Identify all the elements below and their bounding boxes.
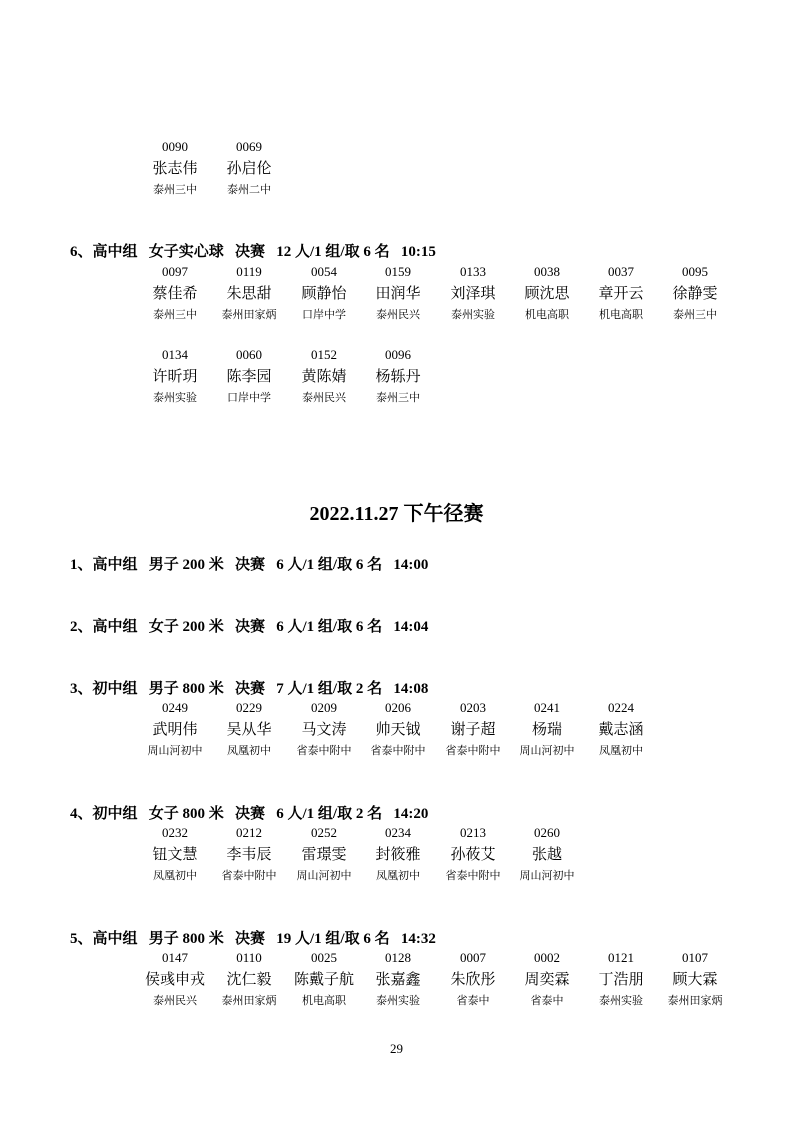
athlete-name: 徐静雯 (672, 286, 718, 302)
athlete-name: 顾沈思 (524, 286, 570, 302)
athlete-school: 机电高职 (599, 309, 643, 321)
athlete-number: 0090 (162, 139, 188, 154)
athlete-number: 0096 (385, 347, 411, 362)
athlete-school: 凤凰初中 (153, 870, 197, 882)
athlete-name: 武明伟 (152, 722, 198, 738)
athlete-number: 0038 (534, 264, 560, 279)
athlete-school: 泰州三中 (153, 309, 197, 321)
athlete-name: 张志伟 (152, 161, 198, 177)
athlete-number: 0232 (162, 825, 188, 840)
athlete-school: 省泰中附中 (445, 870, 501, 882)
athlete-school: 省泰中附中 (221, 870, 277, 882)
athlete-number: 0249 (162, 700, 188, 715)
athlete-school: 省泰中 (530, 995, 564, 1007)
athlete-name: 杨轹丹 (375, 369, 421, 385)
athlete-school: 泰州二中 (227, 184, 271, 196)
athlete-number: 0025 (311, 950, 337, 965)
event-title: 5、高中组 男子 800 米 决赛 19 人/1 组/取 6 名 14:32 (70, 931, 436, 947)
athlete-name: 侯彧申戎 (144, 972, 205, 988)
athlete-name: 顾静怡 (301, 286, 347, 302)
athlete-number: 0133 (460, 264, 486, 279)
event-title: 3、初中组 男子 800 米 决赛 7 人/1 组/取 2 名 14:08 (70, 681, 429, 697)
athlete-school: 省泰中附中 (296, 745, 352, 757)
athlete-school: 省泰中附中 (445, 745, 501, 757)
athlete-name: 钮文慧 (152, 847, 198, 863)
athlete-number: 0002 (534, 950, 560, 965)
athlete-number: 0110 (236, 950, 262, 965)
athlete-name: 许昕玥 (152, 369, 198, 385)
athlete-school: 泰州实验 (451, 309, 495, 321)
athlete-number: 0203 (460, 700, 486, 715)
athlete-name: 章开云 (598, 286, 644, 302)
athlete-name: 吴从华 (226, 722, 272, 738)
athlete-name: 孙启伦 (226, 161, 272, 177)
athlete-school: 周山河初中 (296, 870, 352, 882)
athlete-school: 泰州田家炳 (667, 995, 723, 1007)
athlete-number: 0069 (236, 139, 262, 154)
athlete-school: 泰州三中 (673, 309, 717, 321)
athlete-row (0, 700, 793, 760)
athlete-name: 杨瑞 (531, 722, 562, 738)
athlete-name: 陈戴子航 (293, 972, 354, 988)
athlete-number: 0107 (682, 950, 708, 965)
athlete-number: 0206 (385, 700, 411, 715)
event-title: 2、高中组 女子 200 米 决赛 6 人/1 组/取 6 名 14:04 (70, 619, 429, 635)
athlete-name: 张嘉鑫 (375, 972, 421, 988)
athlete-number: 0095 (682, 264, 708, 279)
athlete-name: 田润华 (375, 286, 421, 302)
athlete-school: 口岸中学 (227, 392, 271, 404)
athlete-number: 0119 (236, 264, 262, 279)
athlete-number: 0213 (460, 825, 486, 840)
athlete-name: 马文涛 (301, 722, 347, 738)
athlete-school: 泰州三中 (376, 392, 420, 404)
athlete-number: 0007 (460, 950, 486, 965)
event-title: 4、初中组 女子 800 米 决赛 6 人/1 组/取 2 名 14:20 (70, 806, 429, 822)
athlete-row (0, 825, 793, 885)
athlete-name: 顾大霖 (672, 972, 718, 988)
athlete-school: 周山河初中 (147, 745, 203, 757)
athlete-number: 0229 (236, 700, 262, 715)
athlete-name: 朱欣彤 (450, 972, 496, 988)
athlete-name: 蔡佳希 (152, 286, 198, 302)
athlete-row (0, 264, 793, 324)
athlete-school: 周山河初中 (519, 745, 575, 757)
athlete-number: 0147 (162, 950, 188, 965)
athlete-row (0, 347, 793, 407)
athlete-school: 口岸中学 (302, 309, 346, 321)
athlete-row (0, 950, 793, 1010)
athlete-school: 省泰中 (456, 995, 490, 1007)
athlete-number: 0121 (608, 950, 634, 965)
athlete-school: 泰州实验 (599, 995, 643, 1007)
athlete-school: 机电高职 (525, 309, 569, 321)
session-heading: 2022.11.27 下午径赛 (309, 503, 484, 525)
athlete-name: 孙莜艾 (450, 847, 496, 863)
athlete-school: 泰州民兴 (153, 995, 197, 1007)
athlete-name: 陈李园 (226, 369, 272, 385)
athlete-number: 0212 (236, 825, 262, 840)
athlete-school: 泰州民兴 (302, 392, 346, 404)
athlete-name: 黄陈婧 (301, 369, 347, 385)
athlete-number: 0252 (311, 825, 337, 840)
athlete-name: 朱思甜 (226, 286, 272, 302)
athlete-name: 张越 (531, 847, 562, 863)
athlete-row (0, 139, 793, 199)
athlete-school: 凤凰初中 (376, 870, 420, 882)
athlete-school: 泰州实验 (376, 995, 420, 1007)
athlete-number: 0054 (311, 264, 337, 279)
athlete-number: 0097 (162, 264, 188, 279)
athlete-name: 周奕霖 (524, 972, 570, 988)
athlete-number: 0209 (311, 700, 337, 715)
athlete-name: 李韦辰 (226, 847, 272, 863)
event-title: 1、高中组 男子 200 米 决赛 6 人/1 组/取 6 名 14:00 (70, 557, 429, 573)
athlete-number: 0224 (608, 700, 634, 715)
athlete-number: 0152 (311, 347, 337, 362)
athlete-number: 0037 (608, 264, 634, 279)
athlete-number: 0234 (385, 825, 411, 840)
athlete-name: 丁浩朋 (598, 972, 644, 988)
athlete-school: 省泰中附中 (370, 745, 426, 757)
athlete-school: 机电高职 (302, 995, 346, 1007)
athlete-school: 周山河初中 (519, 870, 575, 882)
athlete-number: 0159 (385, 264, 411, 279)
athlete-number: 0260 (534, 825, 560, 840)
athlete-number: 0134 (162, 347, 188, 362)
athlete-school: 泰州田家炳 (221, 995, 277, 1007)
athlete-school: 泰州三中 (153, 184, 197, 196)
athlete-school: 泰州民兴 (376, 309, 420, 321)
athlete-name: 谢子超 (450, 722, 496, 738)
event-title: 6、高中组 女子实心球 决赛 12 人/1 组/取 6 名 10:15 (70, 244, 436, 260)
athlete-school: 泰州田家炳 (221, 309, 277, 321)
athlete-school: 凤凰初中 (227, 745, 271, 757)
athlete-school: 泰州实验 (153, 392, 197, 404)
athlete-name: 沈仁毅 (226, 972, 272, 988)
athlete-name: 雷璟雯 (301, 847, 347, 863)
athlete-school: 凤凰初中 (599, 745, 643, 757)
athlete-number: 0060 (236, 347, 262, 362)
athlete-name: 封筱雅 (375, 847, 421, 863)
athlete-number: 0241 (534, 700, 560, 715)
athlete-name: 戴志涵 (598, 722, 644, 738)
athlete-name: 刘泽琪 (450, 286, 496, 302)
athlete-name: 帅天钺 (375, 722, 421, 738)
athlete-number: 0128 (385, 950, 411, 965)
page-number: 29 (390, 1041, 403, 1056)
